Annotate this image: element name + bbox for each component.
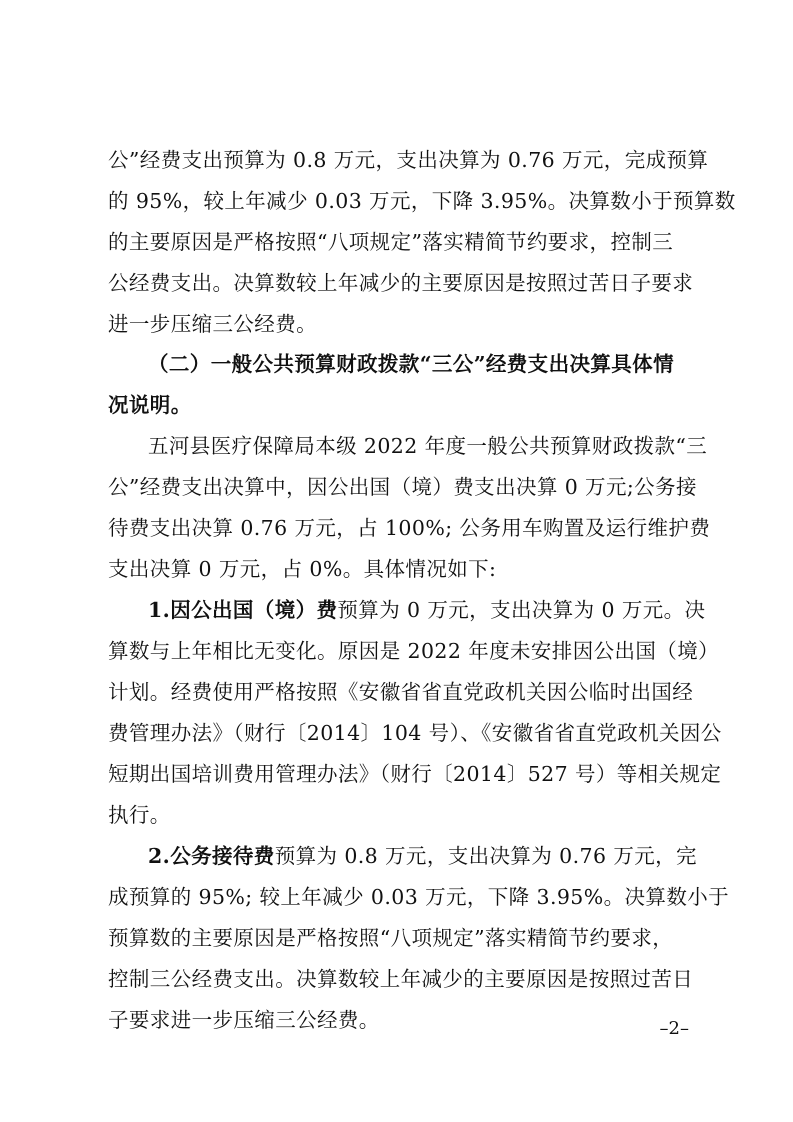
body-line: 五河县医疗保障局本级 2022 年度一般公共预算财政拨款“三 — [148, 434, 708, 458]
body-line: 公”经费支出预算为 0.8 万元，支出决算为 0.76 万元，完成预算 — [108, 148, 709, 172]
body-line: 费管理办法》（财行〔2014〕104 号）、《安徽省省直党政机关因公 — [108, 721, 722, 745]
item-line: 1.因公出国（境）费预算为 0 万元，支出决算为 0 万元。决 — [148, 598, 706, 622]
body-line: 短期出国培训费用管理办法》（财行〔2014〕527 号）等相关规定 — [108, 762, 722, 786]
body-line: 预算数的主要原因是严格按照“八项规定”落实精简节约要求， — [108, 926, 674, 950]
body-line: 公经费支出。决算数较上年减少的主要原因是按照过苦日子要求 — [108, 271, 694, 295]
body-line: 子要求进一步压缩三公经费。 — [108, 1008, 380, 1032]
item-line: 2.公务接待费预算为 0.8 万元，支出决算为 0.76 万元，完 — [148, 844, 697, 868]
body-line: 控制三公经费支出。决算数较上年减少的主要原因是按照过苦日 — [108, 967, 694, 991]
section-heading: （二）一般公共预算财政拨款“三公”经费支出决算具体情 — [148, 352, 674, 376]
body-line: 的 95%，较上年减少 0.03 万元，下降 3.95%。决算数小于预算数 — [108, 189, 736, 213]
body-line: 进一步压缩三公经费。 — [108, 312, 317, 336]
body-line: 支出决算 0 万元，占 0%。具体情况如下: — [108, 557, 497, 581]
page-number: –2– — [659, 1018, 689, 1039]
body-line: 的主要原因是严格按照“八项规定”落实精简节约要求，控制三 — [108, 230, 674, 254]
body-line: 算数与上年相比无变化。原因是 2022 年度未安排因公出国（境） — [108, 639, 720, 663]
body-line: 执行。 — [108, 803, 171, 827]
body-line: 公”经费支出决算中，因公出国（境）费支出决算 0 万元;公务接 — [108, 475, 697, 499]
body-line: 成预算的 95%; 较上年减少 0.03 万元，下降 3.95%。决算数小于 — [108, 885, 730, 909]
body-line: 待费支出决算 0.76 万元，占 100%; 公务用车购置及运行维护费 — [108, 516, 711, 540]
body-line: 计划。经费使用严格按照《安徽省省直党政机关因公临时出国经 — [108, 680, 694, 704]
section-heading: 况说明。 — [108, 393, 192, 417]
